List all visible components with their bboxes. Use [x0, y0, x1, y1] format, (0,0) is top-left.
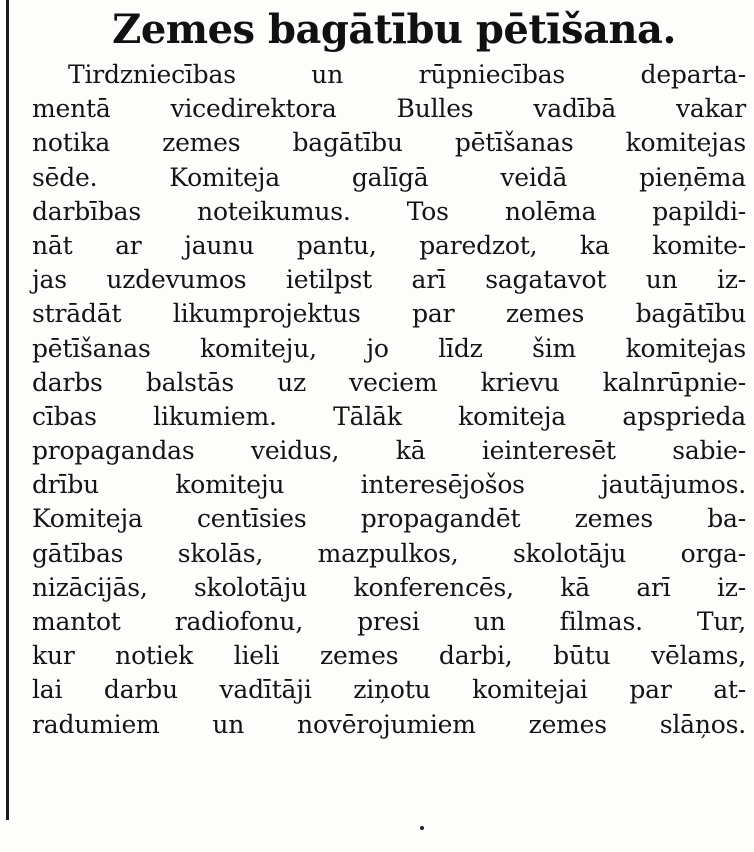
article-line: kur notiek lieli zemes darbi, būtu vēlams,: [32, 641, 746, 671]
article-line: cības likumiem. Tālāk komiteja apsprieda: [32, 401, 746, 431]
article-line: propagandas veidus, kā ieinteresēt sabie-: [32, 436, 746, 466]
article-line: notika zemes bagātību pētīšanas komitejas: [32, 128, 746, 158]
article-line: strādāt likumprojektus par zemes bagātību: [32, 299, 746, 329]
article-line: mentā vicedirektora Bulles vadībā vakar: [32, 94, 746, 124]
article-line: mantot radiofonu, presi un filmas. Tur,: [32, 607, 746, 636]
article-line: nizācijās, skolotāju konferencēs, kā arī iz-: [32, 572, 746, 602]
article-body: [32, 58, 746, 742]
article-line: lai darbu vadītāji ziņotu komitejai par at-: [32, 675, 746, 705]
article-line: jas uzdevumos ietilpst arī sagatavot un iz-: [32, 265, 746, 295]
separator-dot: [420, 826, 424, 830]
article-line: Tirdzniecības un rūpniecības departa-: [68, 60, 746, 89]
article-line: darbības noteikumus. Tos nolēma papildi-: [32, 196, 746, 226]
column-rule: [6, 0, 9, 820]
article-line: drību komiteju interesējošos jautājumos.: [32, 470, 746, 500]
article-headline: Zemes bagātību pētīšana.: [112, 6, 676, 53]
article-line: nāt ar jaunu pantu, paredzot, ka komite-: [32, 230, 746, 260]
article-line: darbs balstās uz veciem krievu kalnrūpnie-: [32, 367, 746, 397]
article-line: Komiteja centīsies propagandēt zemes ba-: [32, 504, 746, 534]
article-line: gātības skolās, mazpulkos, skolotāju orga-: [32, 538, 746, 568]
article-line: sēde. Komiteja galīgā veidā pieņēma: [32, 162, 746, 192]
article-column: [32, 4, 746, 742]
article-line: radumiem un novērojumiem zemes slāņos.: [32, 709, 746, 739]
article-line: pētīšanas komiteju, jo līdz šim komitejas: [32, 333, 746, 363]
